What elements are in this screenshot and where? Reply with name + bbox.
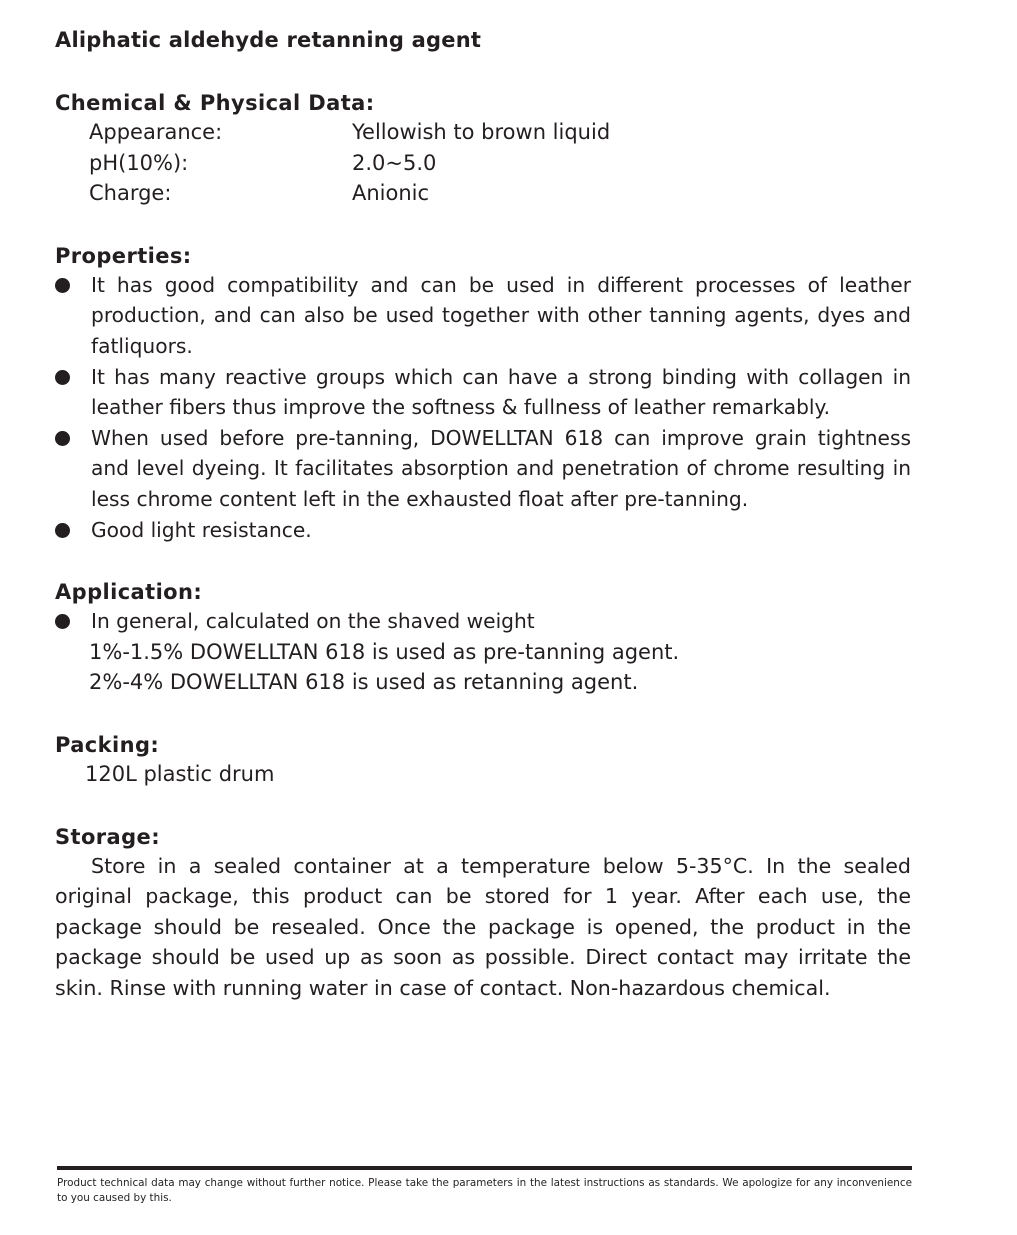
application-dosage-line: 1%-1.5% DOWELLTAN 618 is used as pre-tanning agent.: [89, 639, 680, 664]
data-value: Yellowish to brown liquid: [352, 120, 611, 144]
list-item-text: Good light resistance.: [91, 517, 312, 542]
list-item-text: In general, calculated on the shaved weight: [91, 609, 535, 634]
data-value: 2.0~5.0: [352, 150, 437, 175]
data-label: pH(10%):: [89, 150, 189, 175]
data-row-appearance: [55, 117, 911, 148]
chemical-physical-section: [55, 89, 911, 209]
document-content: [55, 26, 911, 1003]
properties-section: [55, 242, 911, 545]
bullet-icon: [55, 370, 70, 385]
application-dosage-line: 2%-4% DOWELLTAN 618 is used as retanning agent.: [89, 670, 639, 695]
footer-note: Product technical data may change without further notice. Please take the parameters in the latest instructions as standards. We apologize for any inconvenience to you caused by this.: [57, 1177, 912, 1204]
packing-value: 120L plastic drum: [85, 761, 275, 786]
properties-list: [55, 270, 911, 545]
bullet-icon: [55, 278, 70, 293]
packing-heading: Packing:: [55, 732, 160, 757]
list-item: [55, 515, 911, 546]
data-label: Charge:: [89, 181, 172, 206]
list-item: [55, 362, 911, 423]
application-heading: Application:: [55, 580, 203, 605]
list-item-text: When used before pre-tanning, DOWELLTAN 618 can improve grain tightness and level dyeing. It facilitates absorption and penetration of chrome resulting in less chrome content left in the exhausted float after pre-tanning.: [91, 425, 911, 511]
footer: [57, 1166, 912, 1206]
chemical-physical-heading: Chemical & Physical Data:: [55, 91, 375, 115]
storage-text: Store in a sealed container at a temperature below 5-35°C. In the sealed original package, this product can be stored for 1 year. After each use, the package should be resealed. Once the package is opened, the product in the package should be used up as soon as possible. Direct contact may irritate the skin. Rinse with running water in case of contact. Non-hazardous chemical.: [55, 853, 911, 1000]
storage-section: [55, 823, 911, 1004]
application-list: [55, 606, 911, 637]
bullet-icon: [55, 431, 70, 446]
application-section: [55, 578, 911, 698]
footer-divider: [57, 1166, 912, 1170]
data-value: Anionic: [352, 181, 430, 206]
list-item: [55, 606, 911, 637]
storage-heading: Storage:: [55, 824, 160, 849]
list-item-text: It has many reactive groups which can have a strong binding with collagen in leather fibers thus improve the softness & fullness of leather remarkably.: [91, 364, 911, 420]
list-item: [55, 423, 911, 515]
data-row-ph: [55, 148, 911, 179]
data-label: Appearance:: [89, 120, 223, 144]
data-row-charge: [55, 178, 911, 209]
packing-section: [55, 731, 911, 790]
properties-heading: Properties:: [55, 243, 192, 268]
bullet-icon: [55, 523, 70, 538]
list-item: [55, 270, 911, 362]
bullet-icon: [55, 614, 70, 629]
list-item-text: It has good compatibility and can be used in different processes of leather production, and can also be used together with other tanning agents, dyes and fatliquors.: [91, 272, 911, 358]
document-title: Aliphatic aldehyde retanning agent: [55, 28, 482, 52]
